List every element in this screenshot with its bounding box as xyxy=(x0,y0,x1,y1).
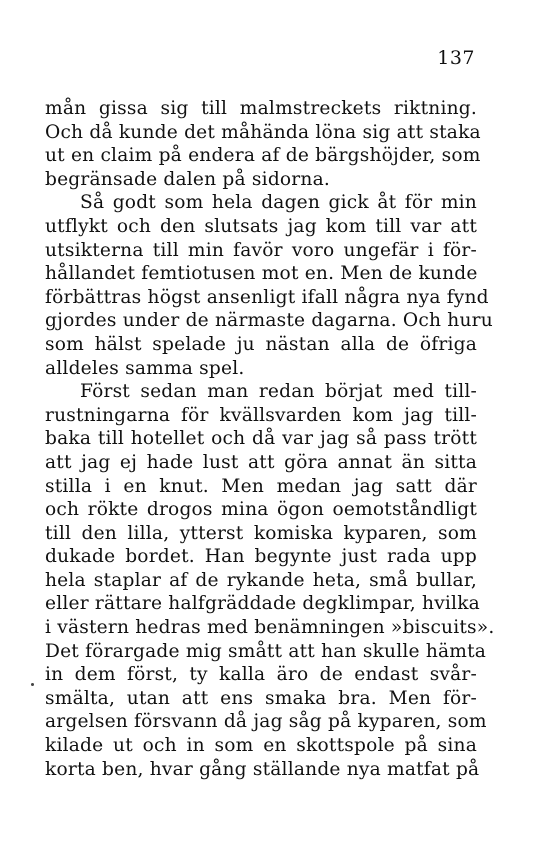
text-line: som hälst spelade ju nästan alla de öfriga xyxy=(45,333,477,355)
text-line: att jag ej hade lust att göra annat än sitta xyxy=(45,451,477,473)
text-line: Det förargade mig smått att han skulle hämta xyxy=(45,640,487,662)
text-line: gjordes under de närmaste dagarna. Och huru xyxy=(45,310,493,332)
text-line: smälta, utan att ens smaka bra. Men för- xyxy=(45,687,477,709)
paragraph-start-line: Så godt som hela dagen gick åt för min xyxy=(80,192,477,214)
text-line: baka till hotellet och då var jag så pass trött xyxy=(45,428,477,450)
text-line: ut en claim på endera af de bärgshöjder, som xyxy=(45,145,481,167)
page-number: 137 xyxy=(437,47,475,69)
text-line: Och då kunde det måhända löna sig att staka xyxy=(45,121,481,143)
text-line: utsikterna till min favör voro ungefär i för- xyxy=(45,239,477,261)
margin-speck xyxy=(31,683,34,686)
text-line: argelsen försvann då jag såg på kyparen, som xyxy=(45,711,487,733)
text-line: till den lilla, ytterst komiska kyparen, som xyxy=(45,522,477,544)
text-line: i västern hedras med benämningen »biscuits». xyxy=(45,617,495,639)
text-line: in dem först, ty kalla äro de endast svår- xyxy=(45,664,477,686)
text-line: förbättras högst ansenligt ifall några nya fynd xyxy=(45,286,489,308)
text-line: dukade bordet. Han begynte just rada upp xyxy=(45,546,477,568)
text-line: eller rättare halfgräddade degklimpar, hvilka xyxy=(45,593,480,615)
text-line: begränsade dalen på sidorna. xyxy=(45,168,330,190)
text-line: kilade ut och in som en skottspole på sina xyxy=(45,735,477,757)
text-line: korta ben, hvar gång ställande nya matfat på xyxy=(45,758,480,780)
paragraph-start-line: Först sedan man redan börjat med till- xyxy=(80,381,477,403)
text-line: hela staplar af de rykande heta, små bullar, xyxy=(45,569,477,591)
text-line: stilla i en knut. Men medan jag satt där xyxy=(45,475,477,497)
text-line: mån gissa sig till malmstreckets riktning. xyxy=(45,98,477,119)
body-text xyxy=(45,97,495,781)
text-line: hållandet femtiotusen mot en. Men de kunde xyxy=(45,263,478,285)
text-line: och rökte drogos mina ögon oemotståndligt xyxy=(45,499,477,521)
text-line: rustningarna för kvällsvarden kom jag till- xyxy=(45,404,477,426)
text-line: utflykt och den slutsats jag kom till var att xyxy=(45,215,477,237)
text-line: alldeles samma spel. xyxy=(45,357,245,379)
